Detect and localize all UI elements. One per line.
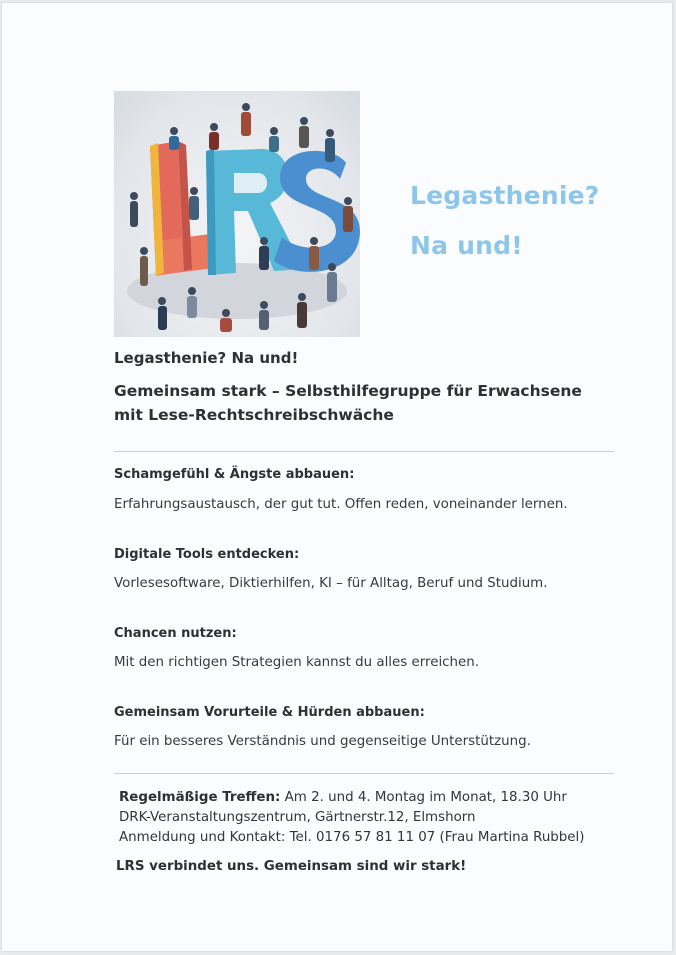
section-1-heading: Schamgefühl & Ängste abbauen:	[114, 467, 355, 482]
section-4-heading: Gemeinsam Vorurteile & Hürden abbauen:	[114, 705, 425, 720]
lrs-illustration	[114, 91, 360, 337]
section-1-text: Erfahrungsaustausch, der gut tut. Offen reden, voneinander lernen.	[114, 497, 568, 512]
contact-info: Anmeldung und Kontakt: Tel. 0176 57 81 11 07 (Frau Martina Rubbel)	[119, 830, 585, 845]
divider-bottom	[114, 773, 614, 774]
section-3-heading: Chancen nutzen:	[114, 626, 237, 641]
flyer-title: Legasthenie? Na und!	[114, 349, 299, 367]
section-2-text: Vorlesesoftware, Diktierhilfen, KI – für Alltag, Beruf und Studium.	[114, 576, 548, 591]
meeting-schedule: Regelmäßige Treffen: Am 2. und 4. Montag im Monat, 18.30 Uhr	[119, 790, 567, 805]
divider-top	[114, 451, 614, 452]
section-3-text: Mit den richtigen Strategien kannst du alles erreichen.	[114, 655, 479, 670]
meeting-label: Regelmäßige Treffen:	[119, 790, 281, 805]
lrs-letters-graphic	[114, 91, 360, 337]
section-4-text: Für ein besseres Verständnis und gegenseitige Unterstützung.	[114, 734, 531, 749]
headline-line-1: Legasthenie?	[410, 181, 600, 210]
flyer-page	[2, 3, 672, 951]
section-2-heading: Digitale Tools entdecken:	[114, 547, 300, 562]
headline-line-2: Na und!	[410, 231, 523, 260]
closing-slogan: LRS verbindet uns. Gemeinsam sind wir stark!	[116, 859, 467, 874]
flyer-subtitle: Gemeinsam stark – Selbsthilfegruppe für Erwachsene mit Lese-Rechtschreibschwäche	[114, 382, 582, 424]
meeting-location: DRK-Veranstaltungszentrum, Gärtnerstr.12, Elmshorn	[119, 810, 476, 825]
